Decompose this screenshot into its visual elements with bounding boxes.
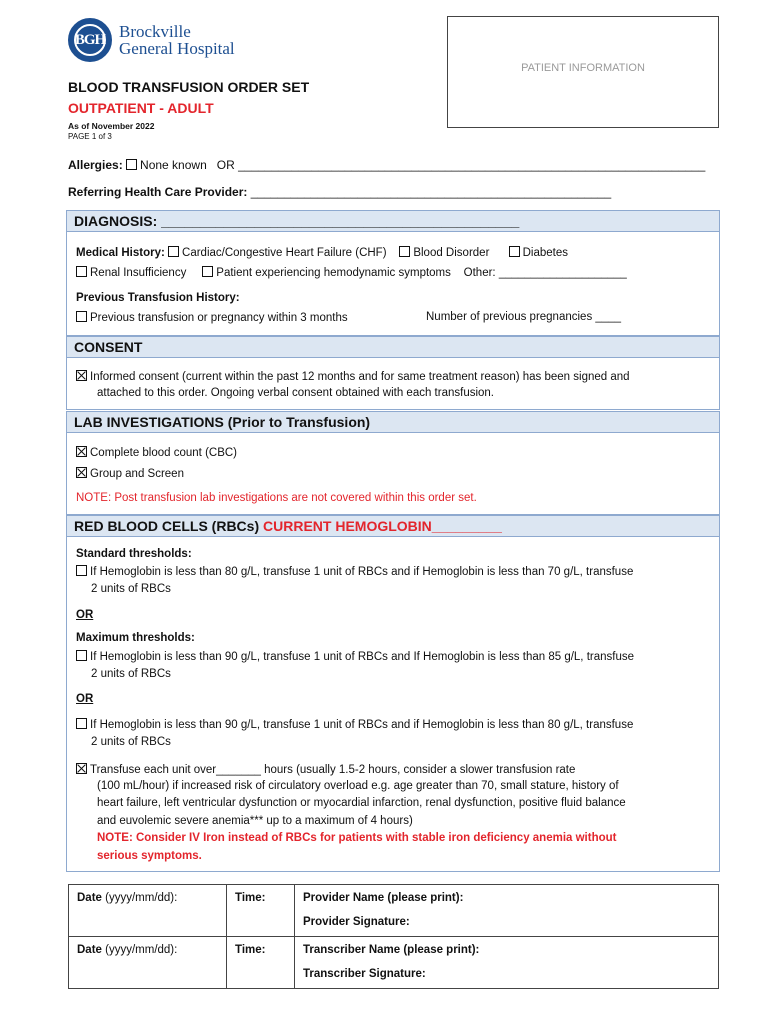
allergies-label: Allergies: — [68, 158, 123, 172]
group-screen-label: Group and Screen — [90, 468, 184, 480]
transfusion-rate-row — [76, 763, 575, 776]
consent-text-1: Informed consent (current within the past 12 months and for same treatment reason) has been signed and — [90, 371, 630, 383]
previous-transfusion-item: Previous transfusion or pregnancy within 3 months — [90, 312, 348, 324]
consent-section — [66, 358, 720, 410]
hospital-seal-icon — [68, 18, 112, 62]
document-subtitle: OUTPATIENT - ADULT — [68, 100, 214, 116]
transcriber-name-cell[interactable] — [295, 937, 719, 989]
maximum-thresholds-label: Maximum thresholds: — [76, 632, 195, 644]
consent-heading: CONSENT — [66, 336, 720, 358]
medical-history-label: Medical History: — [76, 247, 165, 259]
standard-thresholds-label: Standard thresholds: — [76, 548, 192, 560]
or-separator-2: OR — [76, 693, 94, 705]
transfusion-rate-checkbox[interactable] — [76, 763, 87, 774]
chf-checkbox[interactable] — [168, 246, 179, 257]
allergies-row — [68, 158, 705, 172]
patient-information-label: PATIENT INFORMATION — [521, 62, 645, 74]
logo-monogram: BGH — [74, 32, 106, 48]
referring-provider-row — [68, 185, 611, 199]
none-known-checkbox[interactable] — [126, 159, 137, 170]
rbc-heading-label: RED BLOOD CELLS (RBCs) — [74, 518, 260, 534]
transcriber-signature-label: Transcriber Signature: — [303, 968, 426, 980]
patient-information-box[interactable] — [447, 16, 719, 128]
transcriber-date-cell[interactable]: Date (yyyy/mm/dd): — [69, 937, 227, 989]
provider-signature-label: Provider Signature: — [303, 916, 410, 928]
standard-thresholds-text-1: If Hemoglobin is less than 80 g/L, transfuse 1 unit of RBCs and if Hemoglobin is less than 70 g/L, transfuse — [90, 566, 634, 578]
page-number: PAGE 1 of 3 — [68, 132, 112, 141]
other-history-field[interactable]: Other: ____________________ — [463, 267, 627, 279]
signature-table — [68, 884, 719, 989]
standard-thresholds-row — [76, 565, 633, 578]
iron-note-1: NOTE: Consider IV Iron instead of RBCs for patients with stable iron deficiency anemia without — [97, 832, 617, 844]
cbc-row — [76, 446, 237, 459]
transfusion-rate-text-4: and euvolemic severe anemia*** up to a maximum of 4 hours) — [97, 815, 413, 827]
diabetes-checkbox[interactable] — [509, 246, 520, 257]
renal-checkbox[interactable] — [76, 266, 87, 277]
hemodynamic-label: Patient experiencing hemodynamic symptoms — [216, 267, 451, 279]
group-screen-checkbox[interactable] — [76, 467, 87, 478]
blood-disorder-checkbox[interactable] — [399, 246, 410, 257]
diabetes-label: Diabetes — [522, 247, 568, 259]
provider-date-cell[interactable]: Date (yyyy/mm/dd): — [69, 885, 227, 937]
maximum-thresholds-text-2: 2 units of RBCs — [91, 668, 171, 680]
cbc-label: Complete blood count (CBC) — [90, 447, 238, 459]
standard-thresholds-text-2: 2 units of RBCs — [91, 583, 171, 595]
maximum-thresholds-row — [76, 650, 634, 663]
as-of-date: As of November 2022 — [68, 121, 155, 131]
transfusion-rate-text-2: (100 mL/hour) if increased risk of circulatory overload e.g. age greater than 70, small stature, history of — [97, 780, 619, 792]
transcriber-row — [69, 937, 719, 989]
referring-provider-label: Referring Health Care Provider: — [68, 185, 248, 199]
transcriber-name-label: Transcriber Name (please print): — [303, 944, 480, 956]
third-threshold-text-2: 2 units of RBCs — [91, 736, 171, 748]
transfusion-rate-text-3: heart failure, left ventricular dysfunction or myocardial infarction, renal dysfunction, positive fluid balance — [97, 797, 626, 809]
hemodynamic-checkbox[interactable] — [202, 266, 213, 277]
provider-name-label: Provider Name (please print): — [303, 892, 464, 904]
blood-disorder-label: Blood Disorder — [413, 247, 490, 259]
referring-provider-field[interactable]: ______________________________________________________ — [250, 185, 612, 199]
third-threshold-checkbox[interactable] — [76, 718, 87, 729]
provider-name-cell[interactable] — [295, 885, 719, 937]
provider-row — [69, 885, 719, 937]
allergies-other-field[interactable]: OR ______________________________________________________________________ — [216, 158, 706, 172]
consent-row — [76, 370, 630, 383]
previous-transfusion-checkbox[interactable] — [76, 311, 87, 322]
maximum-thresholds-text-1: If Hemoglobin is less than 90 g/L, transfuse 1 unit of RBCs and If Hemoglobin is less than 85 g/L, transfuse — [90, 651, 634, 663]
medical-history-row-2 — [76, 266, 627, 279]
logo-line-2: General Hospital — [119, 39, 235, 58]
rbc-heading — [66, 515, 720, 537]
provider-time-cell[interactable]: Time: — [227, 885, 295, 937]
none-known-label: None known — [140, 158, 207, 172]
previous-transfusion-row — [76, 311, 348, 324]
consent-checkbox[interactable] — [76, 370, 87, 381]
iron-note-2: serious symptoms. — [97, 850, 202, 862]
logo-line-1: Brockville — [119, 22, 191, 41]
document-title: BLOOD TRANSFUSION ORDER SET — [68, 79, 310, 95]
lab-investigations-heading: LAB INVESTIGATIONS (Prior to Transfusion) — [66, 411, 720, 433]
third-threshold-row — [76, 718, 633, 731]
previous-pregnancies-field[interactable]: Number of previous pregnancies ____ — [426, 311, 621, 323]
maximum-thresholds-checkbox[interactable] — [76, 650, 87, 661]
previous-transfusion-label: Previous Transfusion History: — [76, 292, 240, 304]
consent-text-2: attached to this order. Ongoing verbal consent obtained with each transfusion. — [97, 387, 495, 399]
third-threshold-text-1: If Hemoglobin is less than 90 g/L, transfuse 1 unit of RBCs and if Hemoglobin is less than 80 g/L, transfuse — [90, 719, 634, 731]
current-hemoglobin-field[interactable]: CURRENT HEMOGLOBIN_________ — [263, 518, 502, 534]
cbc-checkbox[interactable] — [76, 446, 87, 457]
transfusion-rate-text-1: Transfuse each unit over_______ hours (usually 1.5-2 hours, consider a slower transfusion rate — [90, 764, 576, 776]
group-screen-row — [76, 467, 184, 480]
hospital-logo — [68, 18, 235, 62]
transcriber-time-cell[interactable]: Time: — [227, 937, 295, 989]
or-separator-1: OR — [76, 609, 94, 621]
renal-label: Renal Insufficiency — [90, 267, 187, 279]
diagnosis-heading[interactable]: DIAGNOSIS: ______________________________________________ — [66, 210, 720, 232]
chf-label: Cardiac/Congestive Heart Failure (CHF) — [182, 247, 387, 259]
medical-history-row — [76, 246, 568, 259]
standard-thresholds-checkbox[interactable] — [76, 565, 87, 576]
lab-note: NOTE: Post transfusion lab investigations are not covered within this order set. — [76, 492, 477, 504]
